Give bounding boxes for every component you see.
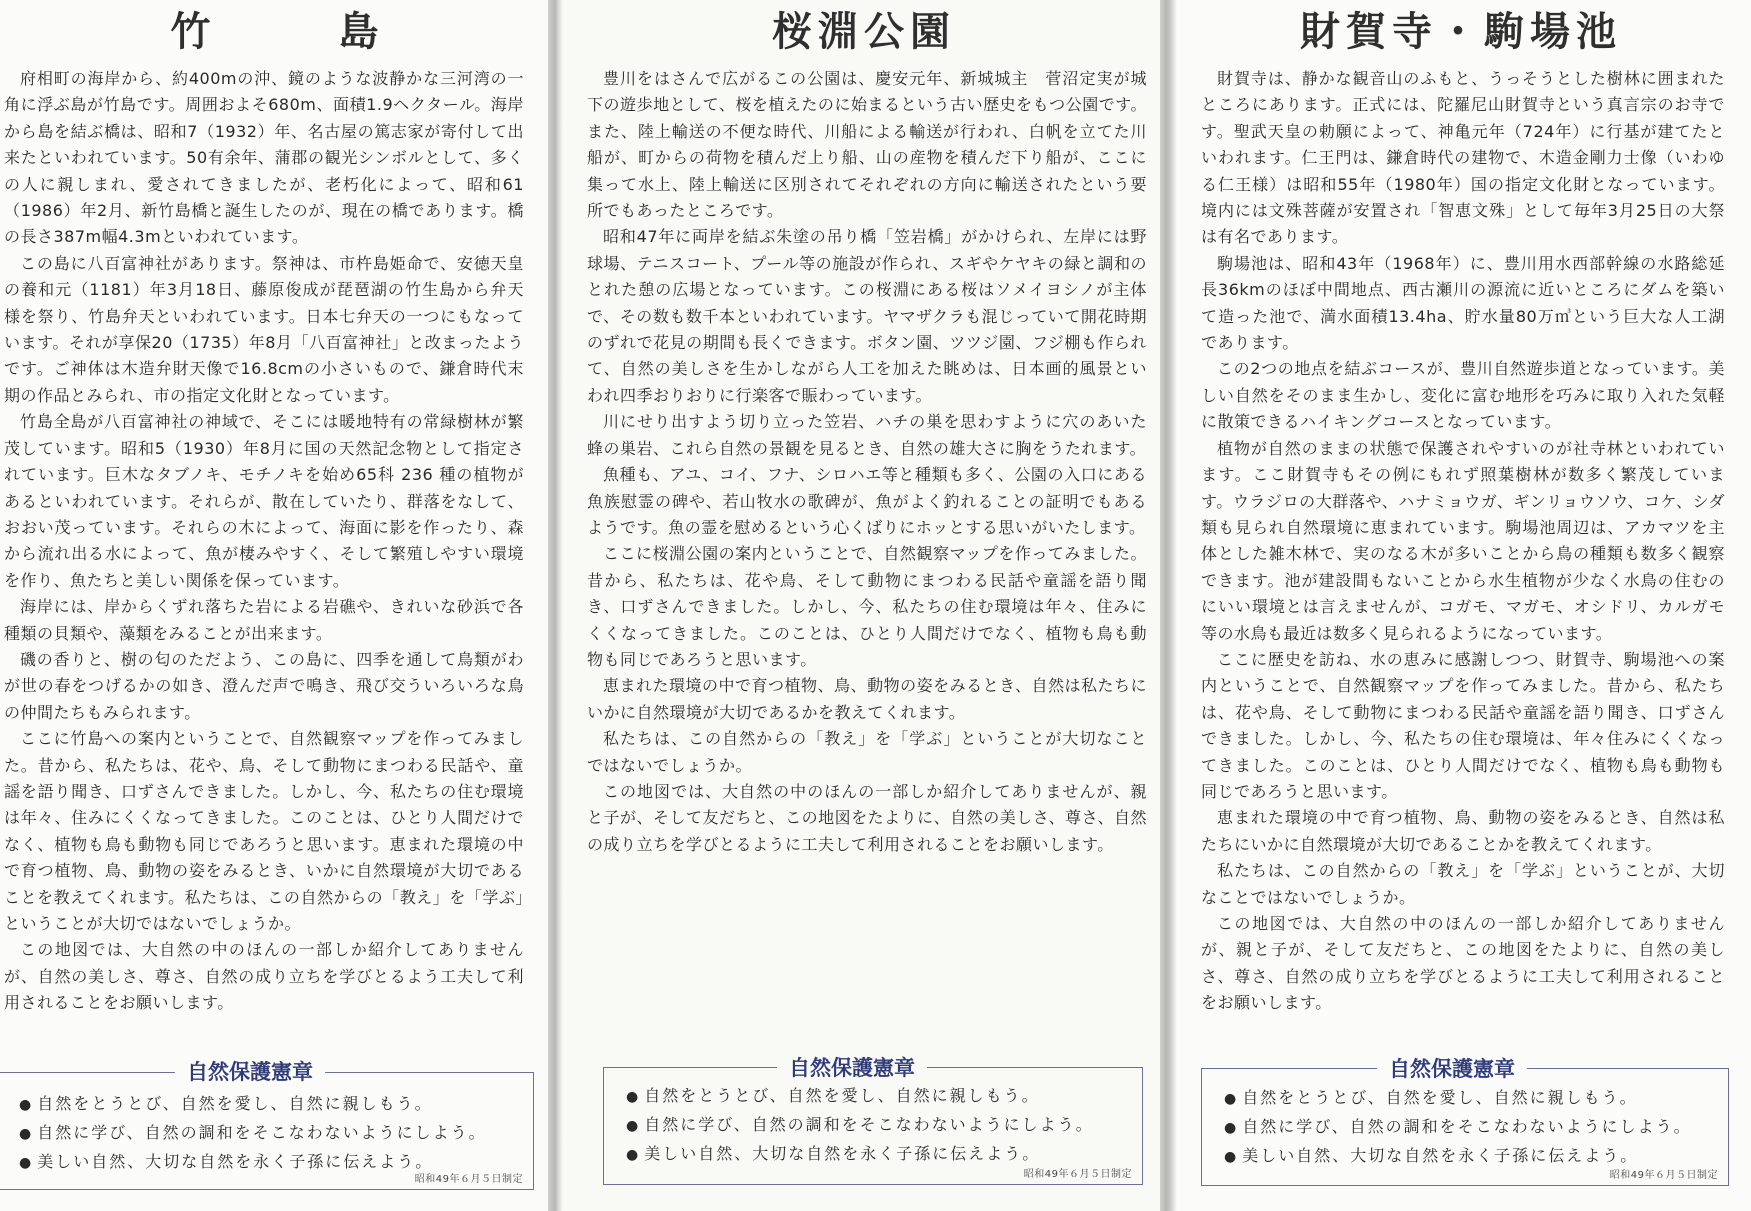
paragraph: この島に八百富神社があります。祭神は、市杵島姫命で、安徳天皇の養和元（1181）年3月18日、藤原俊成が琵琶湖の竹生島から弁天様を祭り、竹島弁天といわれています。日本七弁天の一つにもなっています。それが享保20（1735）年8月「八百富神社」と改まったようです。ご神体は木造弁財天像で16.8cmの小さいもので、鎌倉時代末期の作品とみられ、市の指定文化財となっています。 — [4, 253, 524, 405]
charter-item: ● 自然に学び、自然の調和をそこなわないようにしよう。 — [1224, 1117, 1692, 1136]
charter-title: 自然保護憲章 — [175, 1057, 325, 1087]
paragraph: ここに竹島への案内ということで、自然観察マップを作ってみました。昔から、私たちは、花や、鳥、そして動物にまつわる民話や、童謡を語り聞き、口ずさんできました。しかし、今、私たちの住む環境は年々、住みにくくなってきました。このことは、ひとり人間だけでなく、植物も鳥も動物も同じであろうと思います。恵まれた環境の中で育つ植物、鳥、動物の姿をみるとき、いかに自然環境が大切であることを教えてくれます。私たちは、この自然からの「教え」を「学ぶ」ということが大切ではないでしょうか。 — [4, 729, 524, 933]
charter-title: 自然保護憲章 — [1377, 1054, 1527, 1084]
charter-item: ● 自然をとうとび、自然を愛し、自然に親しもう。 — [1224, 1088, 1638, 1107]
bullet-icon: ● — [19, 1155, 34, 1171]
panel-title: 桜淵公園 — [772, 9, 956, 55]
fold-shadow — [1171, 0, 1177, 1211]
panel-takeshima — [0, 0, 557, 1211]
paragraph: 豊川をはさんで広がるこの公園は、慶安元年、新城城主 菅沼定実が城下の遊歩地として、桜を植えたのに始まるという古い歴史をもつ公園です。また、陸上輸送の不便な時代、川船による輸送が行われ、白帆を立てた川船が、町からの荷物を積んだ上り船、山の産物を積んだ下り船が、ここに集って水上、陸上輸送に区別されてそれぞれの方向に輸送されたという要所でもあったところです。 — [587, 69, 1147, 221]
charter-item: ● 美しい自然、大切な自然を永く子孫に伝えよう。 — [626, 1144, 1041, 1163]
charter-box — [603, 1067, 1143, 1185]
paragraph: 私たちは、この自然からの「教え」を「学ぶ」ということが、大切なことではないでしょうか。 — [1201, 861, 1725, 907]
charter-date: 昭和49年６月５日制定 — [1023, 1169, 1132, 1180]
bullet-icon: ● — [1224, 1149, 1239, 1165]
paragraph: 魚種も、アユ、コイ、フナ、シロハエ等と種類も多く、公園の入口にある魚族慰霊の碑や、若山牧水の歌碑が、魚がよく釣れることの証明でもあるようです。魚の霊を慰めるという心くばりにホッとする思いがいたします。 — [587, 465, 1147, 537]
charter-date: 昭和49年６月５日制定 — [1609, 1170, 1718, 1181]
bullet-icon: ● — [1224, 1091, 1239, 1107]
charter-box — [1201, 1068, 1729, 1186]
paragraph: 海岸には、岸からくずれ落ちた岩による岩礁や、きれいな砂浜で各種類の貝類や、藻類をみることが出来ます。 — [4, 597, 524, 643]
bullet-icon: ● — [1224, 1120, 1239, 1136]
charter-item: ● 自然に学び、自然の調和をそこなわないようにしよう。 — [626, 1115, 1094, 1134]
charter-item: ● 美しい自然、大切な自然を永く子孫に伝えよう。 — [1224, 1146, 1639, 1165]
paragraph: 駒場池は、昭和43年（1968年）に、豊川用水西部幹線の水路総延長36kmのほぼ中間地点、西古瀬川の源流に近いところにダムを築いて造った池で、満水面積13.4ha、貯水量80万㎥という巨大な人工湖であります。 — [1201, 253, 1725, 353]
panel-title: 竹 島 — [170, 9, 423, 55]
paragraph: ここに歴史を訪ね、水の恵みに感謝しつつ、財賀寺、駒場池への案内ということで、自然観察マップを作ってみました。昔から、私たちは、花や鳥、そして動物にまつわる民話や童謡を語り聞き、口ずさんできました。しかし、今、私たちの住む環境は、年々住みにくくなってきました。このことは、ひとり人間だけでなく、植物も鳥も動物も同じであろうと思います。 — [1201, 649, 1725, 801]
paragraph: この地図では、大自然の中のほんの一部しか紹介してありませんが、親と子が、そして友だちと、この地図をたよりに、自然の美しさ、尊さ、自然の成り立ちを学びとるように工夫して利用されることをお願いします。 — [587, 781, 1147, 854]
bullet-icon: ● — [626, 1118, 641, 1134]
charter-item: ● 自然に学び、自然の調和をそこなわないようにしよう。 — [19, 1123, 487, 1142]
charter-box — [0, 1072, 534, 1190]
body-text — [1201, 66, 1725, 1017]
fold-shadow — [557, 0, 563, 1211]
paragraph: 府相町の海岸から、約400mの沖、鏡のような波静かな三河湾の一角に浮ぶ島が竹島です。周囲およそ680m、面積1.9ヘクタール。海岸から島を結ぶ橋は、昭和7（1932）年、名古屋の篤志家が寄付して出来たといわれています。50有余年、蒲郡の観光シンボルとして、多くの人に親しまれ、愛されてきましたが、老朽化によって、昭和61（1986）年2月、新竹島橋と誕生したのが、現在の橋であります。橋の長さ387m幅4.3mといわれています。 — [4, 69, 524, 247]
paragraph: 植物が自然のままの状態で保護されやすいのが社寺林といわれています。ここ財賀寺もその例にもれず照葉樹林が数多く繁茂しています。ウラジロの大群落や、ハナミョウガ、ギンリョウソウ、コケ、シダ類も見られ自然環境に恵まれています。駒場池周辺は、アカマツを主体とした雑木林で、実のなる木が多いことから鳥の種類も数多く観察できます。池が建設間もないことから水生植物が少なく水鳥の住むのにいい環境とは言えませんが、コガモ、マガモ、オシドリ、カルガモ等の水鳥も最近は数多く見られるようになっています。 — [1201, 438, 1725, 643]
paragraph: 恵まれた環境の中で育つ植物、鳥、動物の姿をみるとき、自然は私たちにいかに自然環境が大切であることかを教えてくれます。 — [1201, 808, 1725, 854]
panel-title: 財賀寺・駒場池 — [1300, 9, 1622, 55]
charter-item: ● 自然をとうとび、自然を愛し、自然に親しもう。 — [626, 1086, 1040, 1105]
paragraph: ここに桜淵公園の案内ということで、自然観察マップを作ってみました。昔から、私たちは、花や鳥、そして動物にまつわる民話や童謡を語り聞き、口ずさんできました。しかし、今、私たちの住む環境は年々、住みにくくなってきました。このことは、ひとり人間だけでなく、植物も鳥も動物も同じであろうと思います。 — [587, 544, 1147, 669]
charter-list — [19, 1090, 487, 1177]
body-text — [587, 66, 1147, 858]
paragraph: 恵まれた環境の中で育つ植物、鳥、動物の姿をみるとき、自然は私たちにいかに自然環境が大切であるかを教えてくれます。 — [587, 676, 1147, 722]
paragraph: 財賀寺は、静かな観音山のふもと、うっそうとした樹林に囲まれたところにあります。正式には、陀羅尼山財賀寺という真言宗のお寺です。聖武天皇の勅願によって、神亀元年（724年）に行基が建てたといわれます。仁王門は、鎌倉時代の建物で、木造金剛力士像（いわゆる仁王様）は昭和55年（1980年）国の指定文化財となっています。境内には文殊菩薩が安置され「智恵文殊」として毎年3月25日の大祭は有名であります。 — [1201, 69, 1725, 247]
charter-list — [626, 1082, 1094, 1169]
paragraph: 私たちは、この自然からの「教え」を「学ぶ」ということが大切なことではないでしょうか。 — [587, 729, 1147, 775]
charter-list — [1224, 1084, 1692, 1171]
bullet-icon: ● — [19, 1126, 34, 1142]
paragraph: 竹島全島が八百富神社の神域で、そこには暖地特有の常緑樹林が繁茂しています。昭和5（1930）年8月に国の天然記念物として指定されています。巨木なタブノキ、モチノキを始め65科 236 種の植物があるといわれています。それらが、散在していたり、群落をなして、おおい茂っています。それらの木によって、海面に影を作ったり、森から流れ出る水によって、魚が棲みやすく、そして繁殖しやすい環境を作り、魚たちと美しい関係を保っています。 — [4, 412, 524, 590]
paragraph: 川にせり出すよう切り立った笠岩、ハチの巣を思わすように穴のあいた蜂の巣岩、これら自然の景観を見るとき、自然の雄大さに胸をうたれます。 — [587, 412, 1147, 458]
paragraph: この地図では、大自然の中のほんの一部しか紹介してありませんが、親と子が、そして友だちと、この地図をたよりに、自然の美しさ、尊さ、自然の成り立ちを学びとるように工夫して利用されることをお願いします。 — [1201, 914, 1725, 1013]
paragraph: 昭和47年に両岸を結ぶ朱塗の吊り橋「笠岩橋」がかけられ、左岸には野球場、テニスコート、プール等の施設が作られ、スギやケヤキの緑と調和のとれた憩の広場となっています。この桜淵にある桜はソメイヨシノが主体で、その数も数千本といわれています。ヤマザクラも混じっていて開花時期のずれで花見の期間も長くできます。ボタン園、ツツジ園、フジ棚も作られて、自然の美しさを生かしながら人工を加えた眺めは、日本画的風景といわれ四季おりおりに行楽客で賑わっています。 — [587, 227, 1147, 405]
panel-zaikaji-komabaike — [1171, 0, 1751, 1211]
bullet-icon: ● — [626, 1089, 641, 1105]
bullet-icon: ● — [19, 1097, 34, 1113]
paragraph: 磯の香りと、樹の匂のただよう、この島に、四季を通して鳥類がわが世の春をつげるかの如き、澄んだ声で鳴き、飛び交ういろいろな鳥の仲間たちもみられます。 — [4, 649, 524, 722]
charter-title: 自然保護憲章 — [777, 1053, 927, 1083]
paragraph: この2つの地点を結ぶコースが、豊川自然遊歩道となっています。美しい自然をそのまま生かし、変化に富む地形を巧みに取り入れた気軽に散策できるハイキングコースとなっています。 — [1201, 359, 1725, 432]
panel-sakurabuchi-park — [557, 0, 1171, 1211]
body-text — [4, 66, 524, 1017]
paragraph: この地図では、大自然の中のほんの一部しか紹介してありませんが、自然の美しさ、尊さ、自然の成り立ちを学びとるよう工夫して利用されることをお願いします。 — [4, 940, 524, 1013]
charter-item: ● 美しい自然、大切な自然を永く子孫に伝えよう。 — [19, 1152, 434, 1171]
bullet-icon: ● — [626, 1147, 641, 1163]
charter-date: 昭和49年６月５日制定 — [414, 1174, 523, 1185]
charter-item: ● 自然をとうとび、自然を愛し、自然に親しもう。 — [19, 1094, 433, 1113]
